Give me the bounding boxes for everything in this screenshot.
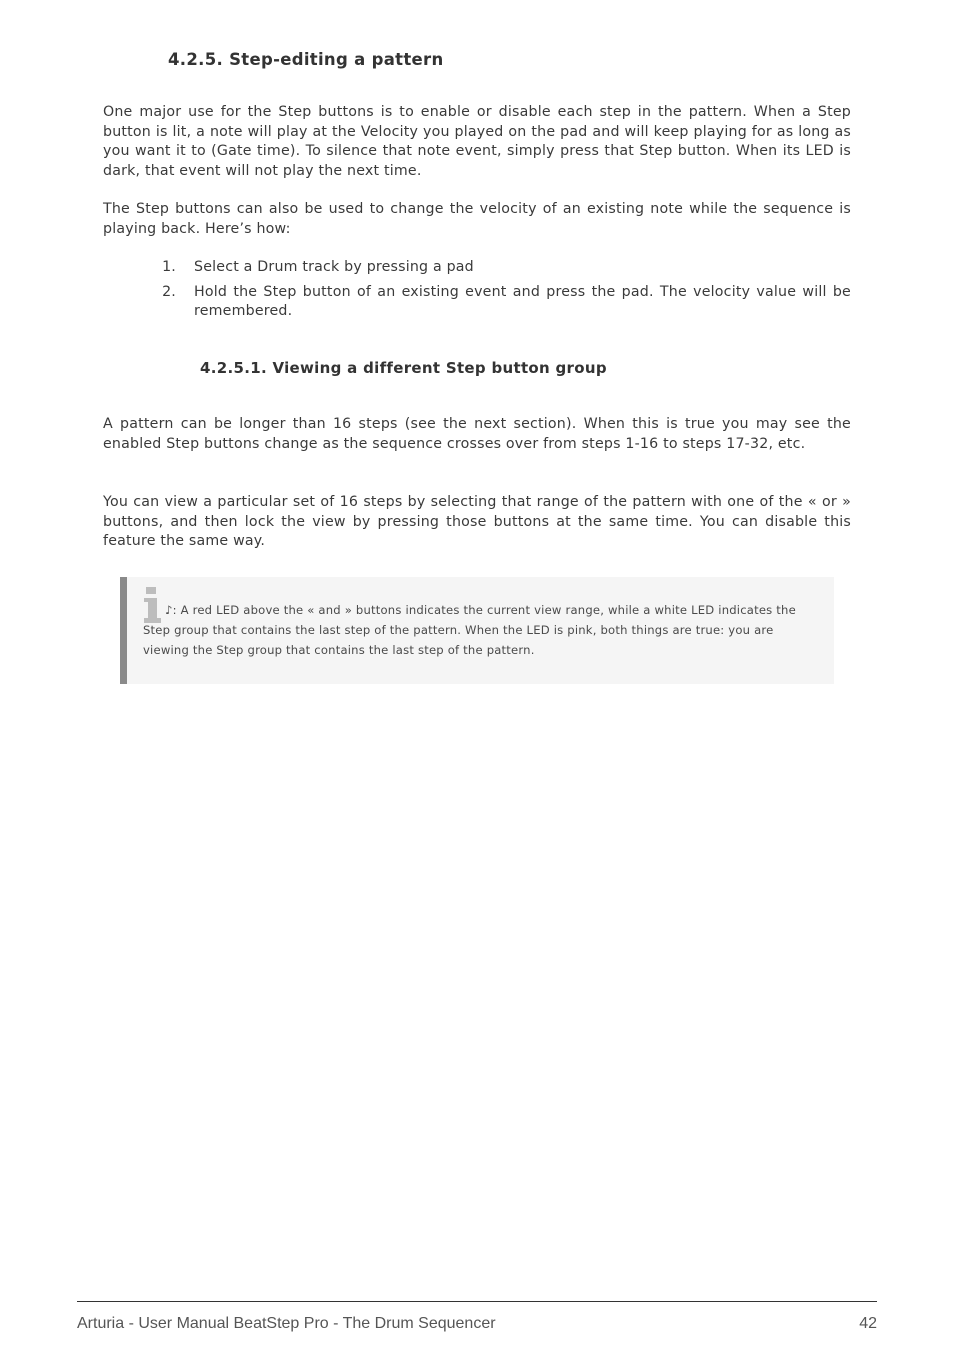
list-item-number: 1. — [162, 259, 176, 275]
list-item-number: 2. — [162, 283, 176, 300]
steps-list — [150, 258, 851, 327]
info-note-text: ♪: A red LED above the « and » buttons indicates the current view range, while a white LED indicates the Step group that contains the last step of the pattern. When the LED is pink, both things are true: you are viewing the Step group that contains the last step of the pattern. — [143, 603, 796, 657]
section-heading: 4.2.5. Step-editing a pattern — [168, 50, 444, 69]
list-item-text: Select a Drum track by pressing a pad — [194, 259, 474, 275]
footer-title: Arturia - User Manual BeatStep Pro - The Drum Sequencer — [77, 1315, 496, 1332]
list-item — [150, 258, 851, 278]
subsection-paragraph-2: You can view a particular set of 16 steps by selecting that range of the pattern with one of the « or » buttons, and then lock the view by pressing those buttons at the same time. You can disable this feature the same way. — [103, 494, 851, 550]
subsection-heading: 4.2.5.1. Viewing a different Step button group — [200, 359, 607, 377]
list-item — [150, 283, 851, 322]
section-paragraph-2: The Step buttons can also be used to change the velocity of an existing note while the sequence is playing back. Here’s how: — [103, 201, 851, 237]
list-item-text: Hold the Step button of an existing event and press the pad. The velocity value will be remembered. — [194, 283, 851, 320]
section-paragraph-1: One major use for the Step buttons is to enable or disable each step in the pattern. When a Step button is lit, a note will play at the Velocity you played on the pad and will keep playing for as long as you want it to (Gate time). To silence that note event, simply press that Step button. When its LED is dark, that event will not play the next time. — [103, 104, 851, 180]
footer-divider — [77, 1301, 877, 1302]
subsection-paragraph-1: A pattern can be longer than 16 steps (see the next section). When this is true you may see the enabled Step buttons change as the sequence crosses over from steps 1-16 to steps 17-32, etc. — [103, 416, 851, 452]
info-note-box — [120, 577, 834, 684]
page-number: 42 — [859, 1315, 877, 1332]
